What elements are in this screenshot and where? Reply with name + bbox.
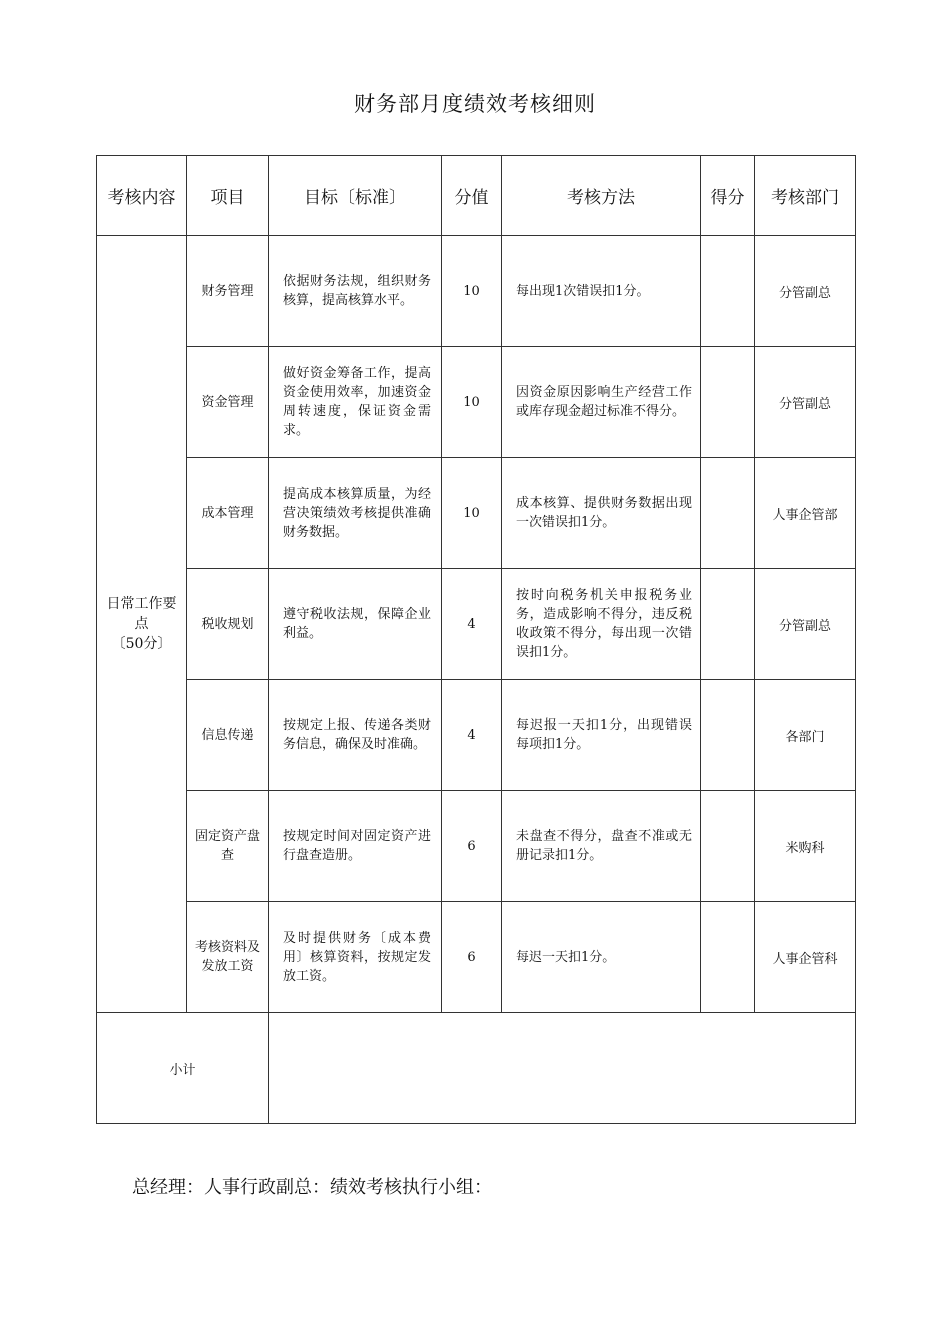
table-row — [97, 458, 856, 569]
target-cell — [269, 347, 442, 458]
category-line-2: 点 — [134, 616, 149, 632]
table-row — [97, 791, 856, 902]
item-label: 固定资产盘查 — [195, 829, 261, 863]
page-title: 财务部月度绩效考核细则 — [354, 92, 596, 116]
table-row — [97, 236, 856, 347]
subtotal-value[interactable] — [269, 1013, 856, 1124]
method-text: 每出现1次错误扣1分。 — [516, 283, 650, 299]
item-label: 财务管理 — [201, 283, 254, 299]
obtained-cell[interactable] — [701, 347, 755, 458]
method-text: 成本核算、提供财务数据出现一次错误扣1分。 — [516, 496, 692, 530]
dept-cell: 米购科 — [755, 791, 856, 902]
obtained-cell[interactable] — [701, 902, 755, 1013]
dept-cell: 分管副总 — [755, 347, 856, 458]
header-score: 分值 — [442, 156, 502, 236]
method-cell — [502, 236, 701, 347]
obtained-cell[interactable] — [701, 236, 755, 347]
signature-line: 总经理：人事行政副总：绩效考核执行小组： — [132, 1177, 492, 1198]
score-cell: 6 — [442, 902, 502, 1013]
obtained-cell[interactable] — [701, 458, 755, 569]
table-row — [97, 680, 856, 791]
header-dept: 考核部门 — [755, 156, 856, 236]
method-cell — [502, 902, 701, 1013]
score-cell: 10 — [442, 458, 502, 569]
item-label: 成本管理 — [201, 505, 254, 521]
method-cell — [502, 791, 701, 902]
table-row — [97, 347, 856, 458]
method-text: 因资金原因影响生产经营工作或库存现金超过标准不得分。 — [516, 385, 692, 419]
method-cell — [502, 569, 701, 680]
target-cell — [269, 236, 442, 347]
item-cell — [187, 569, 269, 680]
dept-cell: 分管副总 — [755, 236, 856, 347]
category-cell — [97, 236, 187, 1013]
method-text: 每迟一天扣1分。 — [516, 949, 616, 965]
dept-cell: 人事企管科 — [755, 902, 856, 1013]
item-label: 税收规划 — [201, 616, 254, 632]
header-content: 考核内容 — [97, 156, 187, 236]
item-cell — [187, 236, 269, 347]
score-cell: 10 — [442, 347, 502, 458]
obtained-cell[interactable] — [701, 791, 755, 902]
category-line-3: 〔50分〕 — [111, 636, 172, 652]
subtotal-label: 小计 — [97, 1013, 269, 1124]
target-text: 依据财务法规，组织财务核算，提高核算水平。 — [283, 274, 431, 308]
score-cell: 4 — [442, 569, 502, 680]
target-text: 及时提供财务〔成本费用〕核算资料，按规定发放工资。 — [283, 930, 431, 984]
score-cell: 10 — [442, 236, 502, 347]
score-cell: 4 — [442, 680, 502, 791]
item-label: 考核资料及发放工资 — [195, 940, 261, 974]
header-row — [97, 156, 856, 236]
method-text: 按时向税务机关申报税务业务，造成影响不得分，违反税收政策不得分，每出现一次错误扣1分。 — [516, 588, 692, 660]
item-cell — [187, 680, 269, 791]
target-cell — [269, 680, 442, 791]
item-cell — [187, 902, 269, 1013]
dept-cell: 人事企管部 — [755, 458, 856, 569]
assessment-table — [96, 155, 856, 1124]
method-cell — [502, 458, 701, 569]
score-cell: 6 — [442, 791, 502, 902]
subtotal-row — [97, 1013, 856, 1124]
item-label: 信息传递 — [201, 727, 254, 743]
target-text: 提高成本核算质量，为经营决策绩效考核提供准确财务数据。 — [283, 486, 431, 540]
method-text: 每迟报一天扣1分，出现错误每项扣1分。 — [516, 718, 692, 752]
dept-cell: 各部门 — [755, 680, 856, 791]
header-item: 项目 — [187, 156, 269, 236]
target-text: 遵守税收法规，保障企业利益。 — [283, 607, 431, 641]
target-cell — [269, 791, 442, 902]
item-cell — [187, 458, 269, 569]
header-method: 考核方法 — [502, 156, 701, 236]
target-text: 按规定时间对固定资产进行盘查造册。 — [283, 829, 431, 863]
method-text: 未盘查不得分，盘查不准或无册记录扣1分。 — [516, 829, 692, 863]
dept-cell: 分管副总 — [755, 569, 856, 680]
method-cell — [502, 680, 701, 791]
method-cell — [502, 347, 701, 458]
target-cell — [269, 458, 442, 569]
item-cell — [187, 791, 269, 902]
header-target: 目标〔标准〕 — [269, 156, 442, 236]
target-cell — [269, 902, 442, 1013]
table-row — [97, 902, 856, 1013]
category-line-1: 日常工作要 — [106, 596, 177, 612]
target-text: 按规定上报、传递各类财务信息，确保及时准确。 — [283, 718, 431, 752]
table-row — [97, 569, 856, 680]
item-cell — [187, 347, 269, 458]
header-obtained: 得分 — [701, 156, 755, 236]
obtained-cell[interactable] — [701, 680, 755, 791]
item-label: 资金管理 — [201, 394, 254, 410]
target-cell — [269, 569, 442, 680]
obtained-cell[interactable] — [701, 569, 755, 680]
target-text: 做好资金筹备工作，提高资金使用效率，加速资金周转速度，保证资金需求。 — [283, 366, 431, 438]
